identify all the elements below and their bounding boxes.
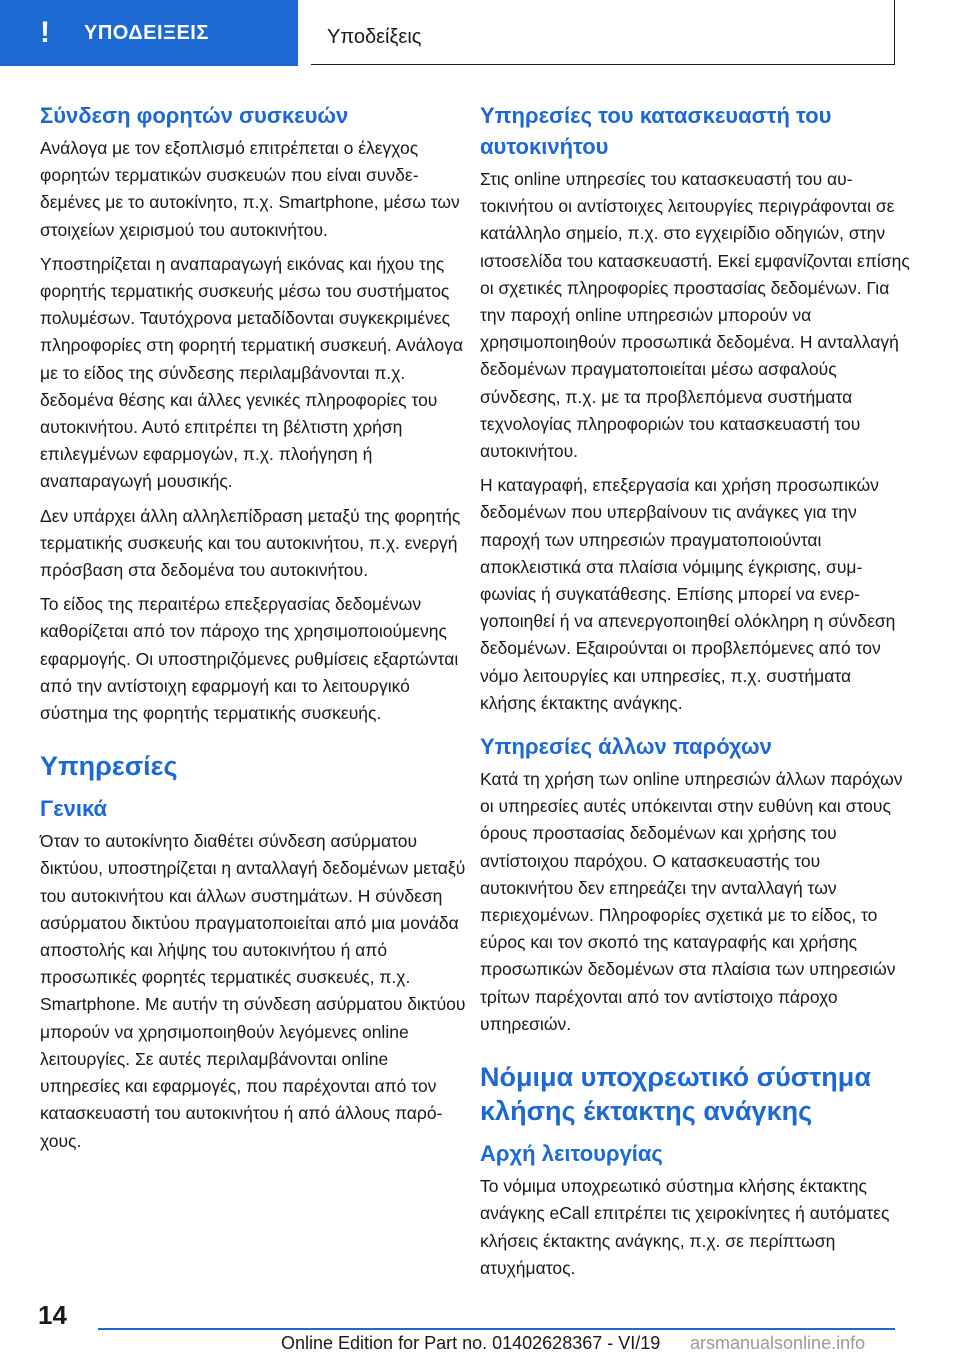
section-title: Υποδείξεις (327, 26, 422, 48)
paragraph: Υποστηρίζεται η αναπαραγωγή εικόνας και ήχου της φορητής τερματικής συσκευής μέσω του συστήματος πολυμέσων. Ταυτόχρονα μεταδίδονται συγκεκριμένες πληροφορίες στη φορητή τερματική συσκευή. Ανάλογα με το είδος της σύνδεσης περιλαμβάνονται π.χ. δεδομένα θέσης και άλλες γενικές πληροφορίες του αυτοκινήτου. Αυτό επιτρέπει τη βέλτιστη χρήση επιλεγμένων εφαρμογών, π.χ. πλοήγηση ή αναπαραγωγή μουσικής. (40, 253, 463, 492)
right-column (480, 100, 912, 1289)
heading-ecall: Νόμιμα υποχρεωτικό σύστημα κλήσης έκτακτης ανάγκης (480, 1062, 871, 1127)
heading-services: Υπηρεσίες (40, 751, 178, 782)
heading-general: Γενικά (40, 796, 108, 822)
warning-icon: ! (40, 16, 50, 49)
heading-mobile-devices: Σύνδεση φορητών συσκευών (40, 103, 349, 128)
footer-edition: Online Edition for Part no. 01402628367 - VI/19 (281, 1333, 661, 1353)
paragraph: Όταν το αυτοκίνητο διαθέτει σύνδεση ασύρματου δικτύου, υποστηρίζεται η ανταλλαγή δεδομένων μεταξύ του αυτοκινήτου και άλλων συστημάτων. Η σύνδεση ασύρματου δικτύου πραγματοποιείται από μια μονάδα αποστολής και λήψης του αυτοκινήτου ή από προσωπικές φορητές τερματικές συσκευές, π.χ. Smartphone. Με αυτήν τη σύνδεση ασύρματου δικτύου μπορούν να χρησιμοποιηθούν λεγόμενες online λειτουργίες. Σε αυτές περιλαμβάνονται online υπηρεσίες και εφαρμογές, που παρέχονται από τον κατασκευαστή του αυτοκινήτου ή από άλλους παρόχους. (40, 831, 466, 1151)
header-tab (0, 0, 298, 66)
paragraph: Η καταγραφή, επεξεργασία και χρήση προσωπικών δεδομένων που υπερβαίνουν τις ανάγκες για την παροχή των υπηρεσιών πραγματοποιούνται αποκλειστικά στα πλαίσια νόμιμης έγκρισης, συμφωνίας ή συγκατάθεσης. Επίσης μπορεί να ενεργοποιηθεί ή να απενεργοποιηθεί ολόκληρη η σύνδεση δεδομένων. Εξαιρούνται οι προβλεπόμενες από τον νόμο λειτουργίες και υπηρεσίες, π.χ. συστήματα κλήσης έκτακτης ανάγκης. (480, 475, 896, 713)
paragraph: Το είδος της περαιτέρω επεξεργασίας δεδομένων καθορίζεται από τον πάροχο της χρησιμοποιούμενης εφαρμογής. Οι υποστηριζόμενες ρυθμίσεις εξαρτώνται από την αντίστοιχη εφαρμογή και το λειτουργικό σύστημα της φορητής τερματικής συσκευής. (40, 594, 459, 724)
section-header (311, 0, 895, 65)
heading-manufacturer-services: Υπηρεσίες του κατασκευαστή του αυτοκινήτου (480, 103, 832, 159)
paragraph: Στις online υπηρεσίες του κατασκευαστή του αυτοκινήτου οι αντίστοιχες λειτουργίες περιγράφονται σε κατάλληλο σημείο, π.χ. στο εγχειρίδιο οδηγιών, στην ιστοσελίδα του κατασκευαστή. Εκεί εμφανίζονται επίσης οι σχετικές πληροφορίες προστασίας δεδομένων. Για την παροχή online υπηρεσιών μπορούν να χρησιμοποιηθούν προσωπικά δεδομένα. Η ανταλλαγή δεδομένων πραγματοποιείται μέσω ασφαλούς σύνδεσης, π.χ. με τα προβλεπόμενα συστήματα τεχνολογίας πληροφοριών του κατασκευαστή του αυτοκινήτου. (480, 169, 910, 462)
paragraph: Ανάλογα με τον εξοπλισμό επιτρέπεται ο έλεγχος φορητών τερματικών συσκευών που είναι συνδεδεμένες με το αυτοκίνητο, π.χ. Smartphone, μέσω των στοιχείων χειρισμού του αυτοκινήτου. (40, 138, 460, 240)
left-column (40, 100, 472, 1162)
watermark: arsmanualsonline.info (690, 1333, 866, 1353)
tab-label: ΥΠΟΔΕΙΞΕΙΣ (84, 21, 209, 44)
paragraph: Το νόμιμα υποχρεωτικό σύστημα κλήσης έκτακτης ανάγκης eCall επιτρέπει τις χειροκίνητες ή αυτόματες κλήσεις έκτακτης ανάγκης, π.χ. σε περίπτωση ατυχήματος. (480, 1176, 890, 1278)
heading-principle: Αρχή λειτουργίας (480, 1141, 663, 1167)
heading-other-providers: Υπηρεσίες άλλων παρόχων (480, 734, 772, 760)
paragraph: Κατά τη χρήση των online υπηρεσιών άλλων παρόχων οι υπηρεσίες αυτές υπόκεινται στην ευθύνη και στους όρους προστασίας δεδομένων και χρήσης του αντίστοιχου παρόχου. Ο κατασκευαστής του αυτοκινήτου δεν επηρεάζει την ανταλλαγή των περιεχομένων. Πληροφορίες σχετικά με το είδος, το εύρος και τον σκοπό της καταγραφής και χρήσης προσωπικών δεδομένων στα πλαίσια των υπηρεσιών τρίτων παρέχονται από τον αντίστοιχο πάροχο υπηρεσιών. (480, 769, 903, 1034)
paragraph: Δεν υπάρχει άλλη αλληλεπίδραση μεταξύ της φορητής τερματικής συσκευής και του αυτοκινήτου, π.χ. ενεργή πρόσβαση στα δεδομένα του αυτοκινήτου. (40, 505, 461, 581)
page-number: 14 (38, 1300, 67, 1330)
footer-divider (98, 1328, 895, 1330)
